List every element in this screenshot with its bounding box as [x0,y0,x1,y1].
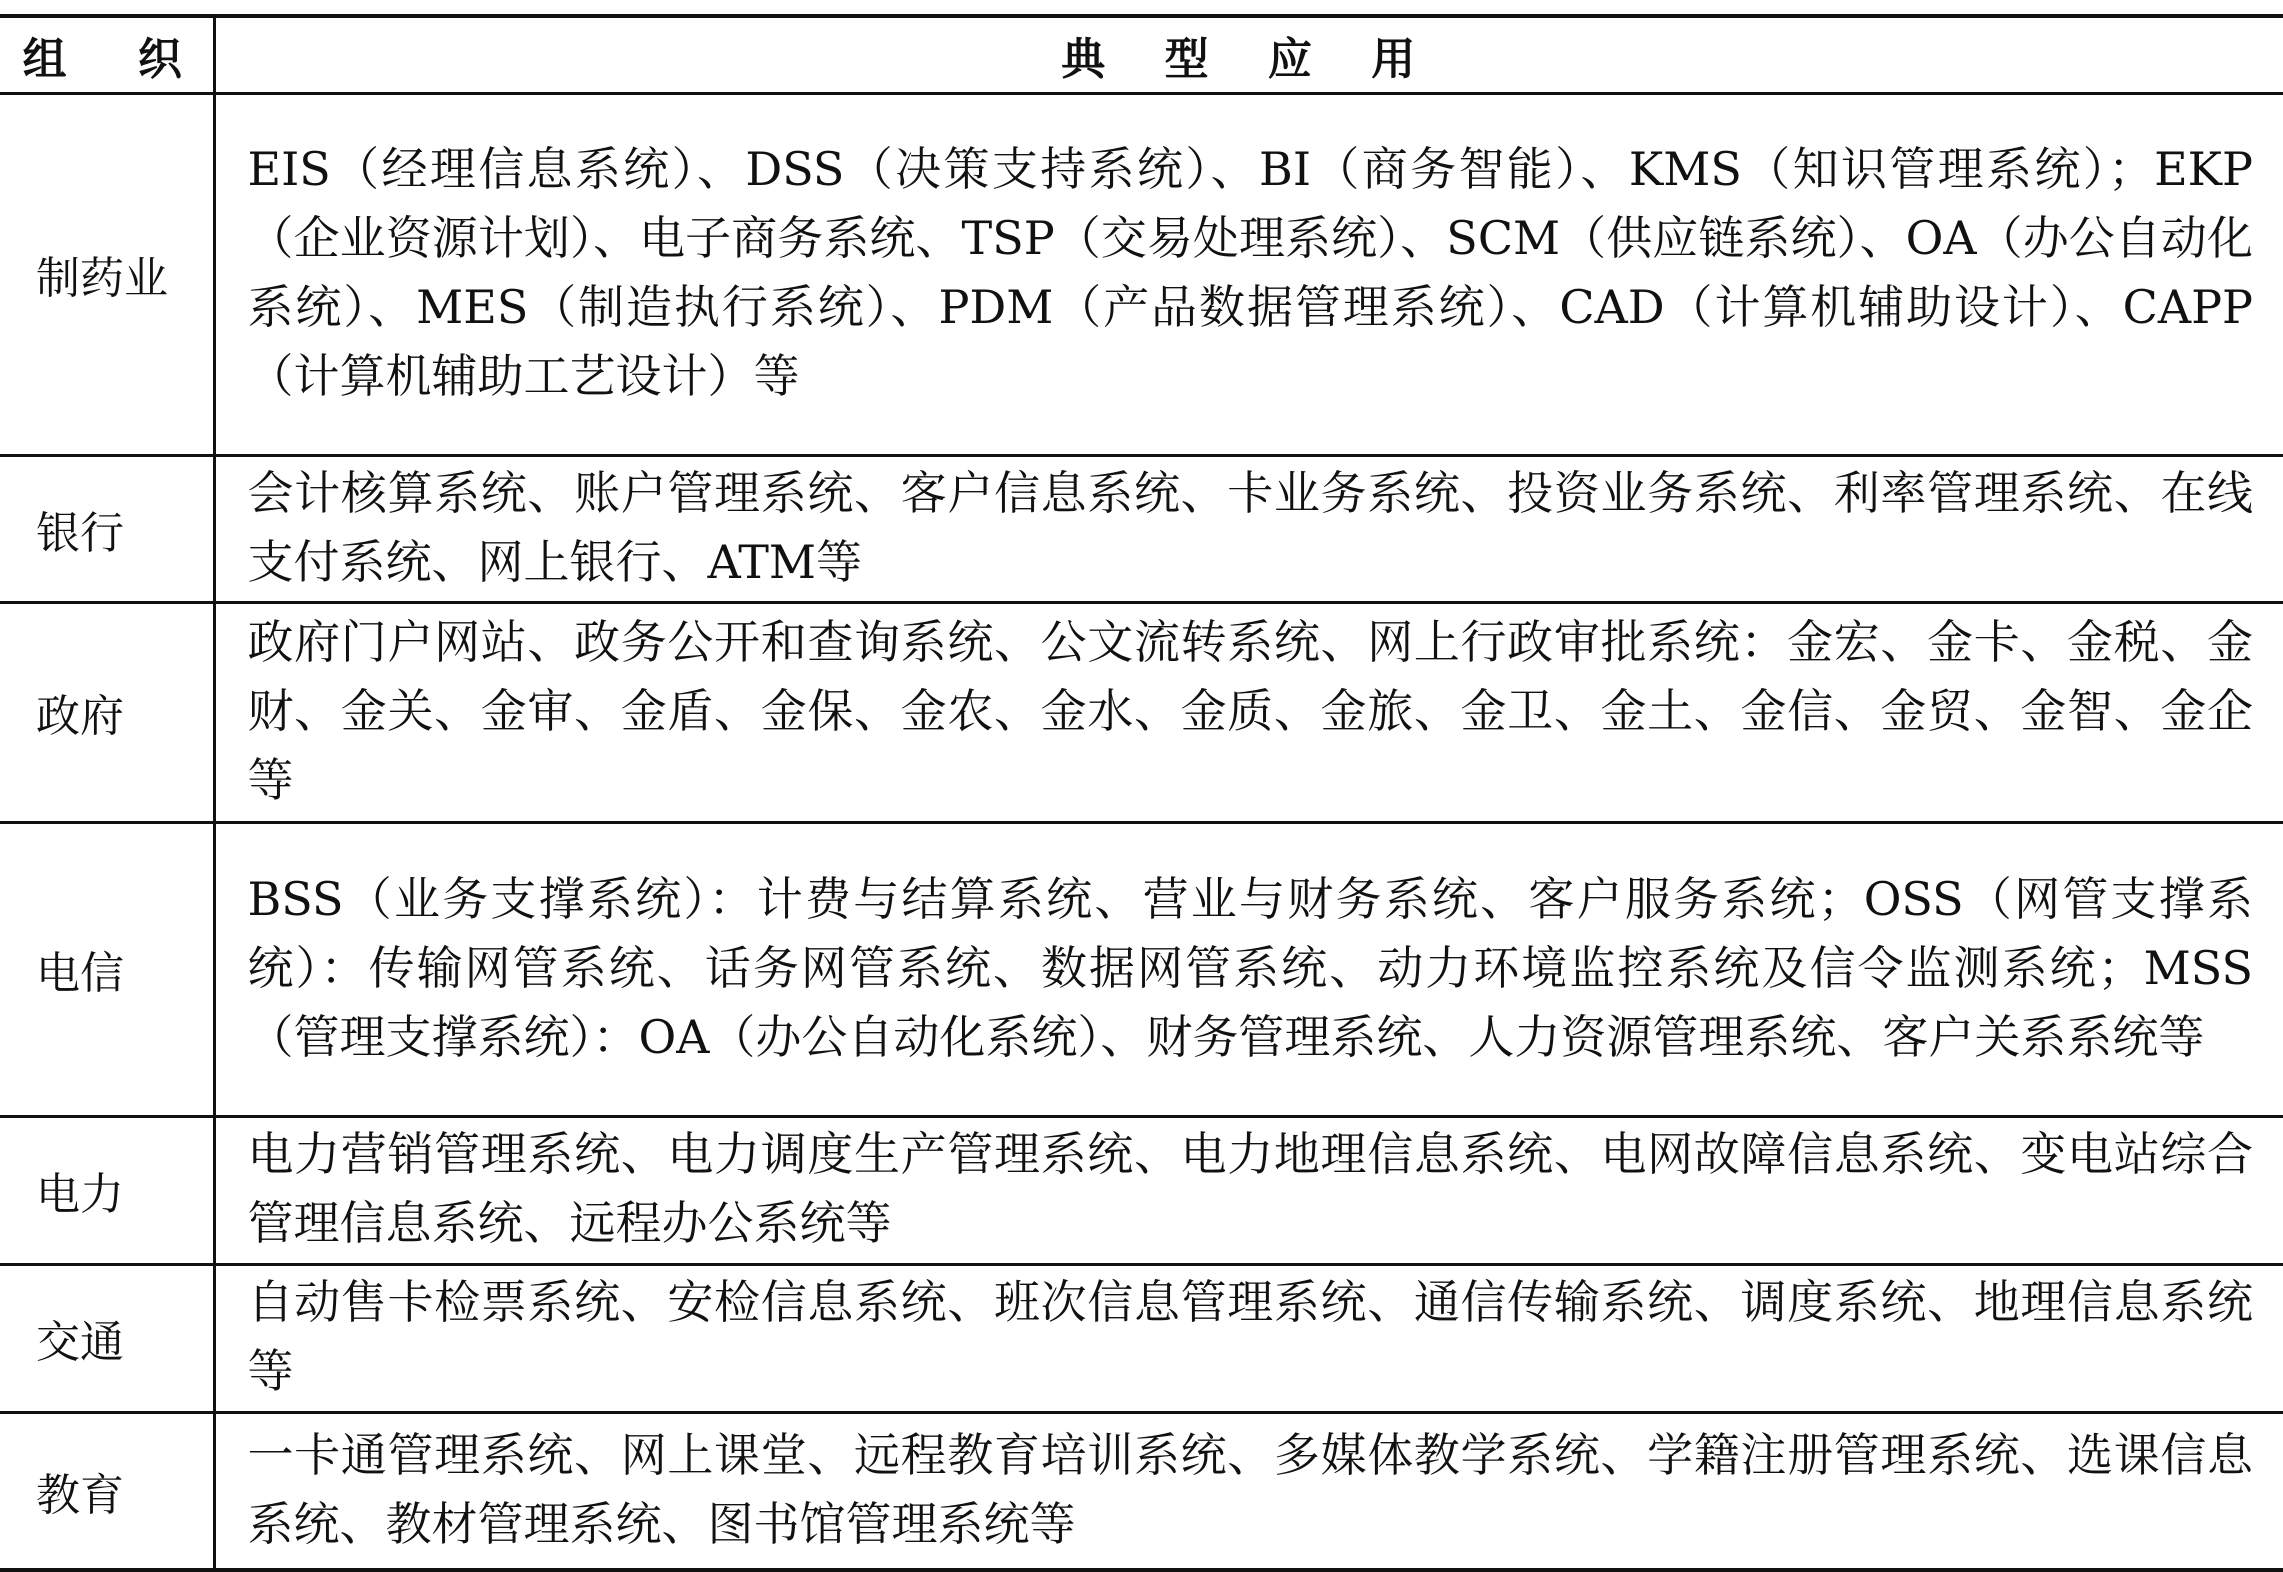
organization-cell: 政府 [0,602,214,822]
organization-cell: 电信 [0,822,214,1116]
header-row [0,16,2283,93]
organization-cell: 制药业 [0,93,214,455]
table-row [0,602,2283,822]
applications-cell: 会计核算系统、账户管理系统、客户信息系统、卡业务系统、投资业务系统、利率管理系统、在线支付系统、网上银行、ATM等 [214,455,2283,602]
applications-cell: 自动售卡检票系统、安检信息系统、班次信息管理系统、通信传输系统、调度系统、地理信息系统等 [214,1264,2283,1412]
table-row [0,1412,2283,1570]
table-row [0,822,2283,1116]
applications-cell: 电力营销管理系统、电力调度生产管理系统、电力地理信息系统、电网故障信息系统、变电站综合管理信息系统、远程办公系统等 [214,1116,2283,1264]
header-typical-applications: 典 型 应 用 [214,16,2283,93]
header-organization: 组 织 [0,16,214,93]
table-row [0,455,2283,602]
organization-cell: 电力 [0,1116,214,1264]
organization-cell: 交通 [0,1264,214,1412]
applications-table [0,14,2283,1572]
applications-cell: BSS（业务支撑系统）：计费与结算系统、营业与财务系统、客户服务系统；OSS（网管支撑系统）：传输网管系统、话务网管系统、数据网管系统、动力环境监控系统及信令监测系统；MSS（管理支撑系统）：OA（办公自动化系统）、财务管理系统、人力资源管理系统、客户关系系统等 [214,822,2283,1116]
organization-cell: 银行 [0,455,214,602]
applications-cell: 一卡通管理系统、网上课堂、远程教育培训系统、多媒体教学系统、学籍注册管理系统、选课信息系统、教材管理系统、图书馆管理系统等 [214,1412,2283,1570]
applications-cell: EIS（经理信息系统）、DSS（决策支持系统）、BI（商务智能）、KMS（知识管理系统）；EKP（企业资源计划）、电子商务系统、TSP（交易处理系统）、SCM（供应链系统）、OA（办公自动化系统）、MES（制造执行系统）、PDM（产品数据管理系统）、CAD（计算机辅助设计）、CAPP（计算机辅助工艺设计）等 [214,93,2283,455]
table-header [0,16,2283,93]
table-row [0,1116,2283,1264]
document-page [0,14,2283,1572]
table-body [0,93,2283,1570]
organization-cell: 教育 [0,1412,214,1570]
applications-cell: 政府门户网站、政务公开和查询系统、公文流转系统、网上行政审批系统：金宏、金卡、金税、金财、金关、金审、金盾、金保、金农、金水、金质、金旅、金卫、金土、金信、金贸、金智、金企等 [214,602,2283,822]
table-row [0,93,2283,455]
table-row [0,1264,2283,1412]
